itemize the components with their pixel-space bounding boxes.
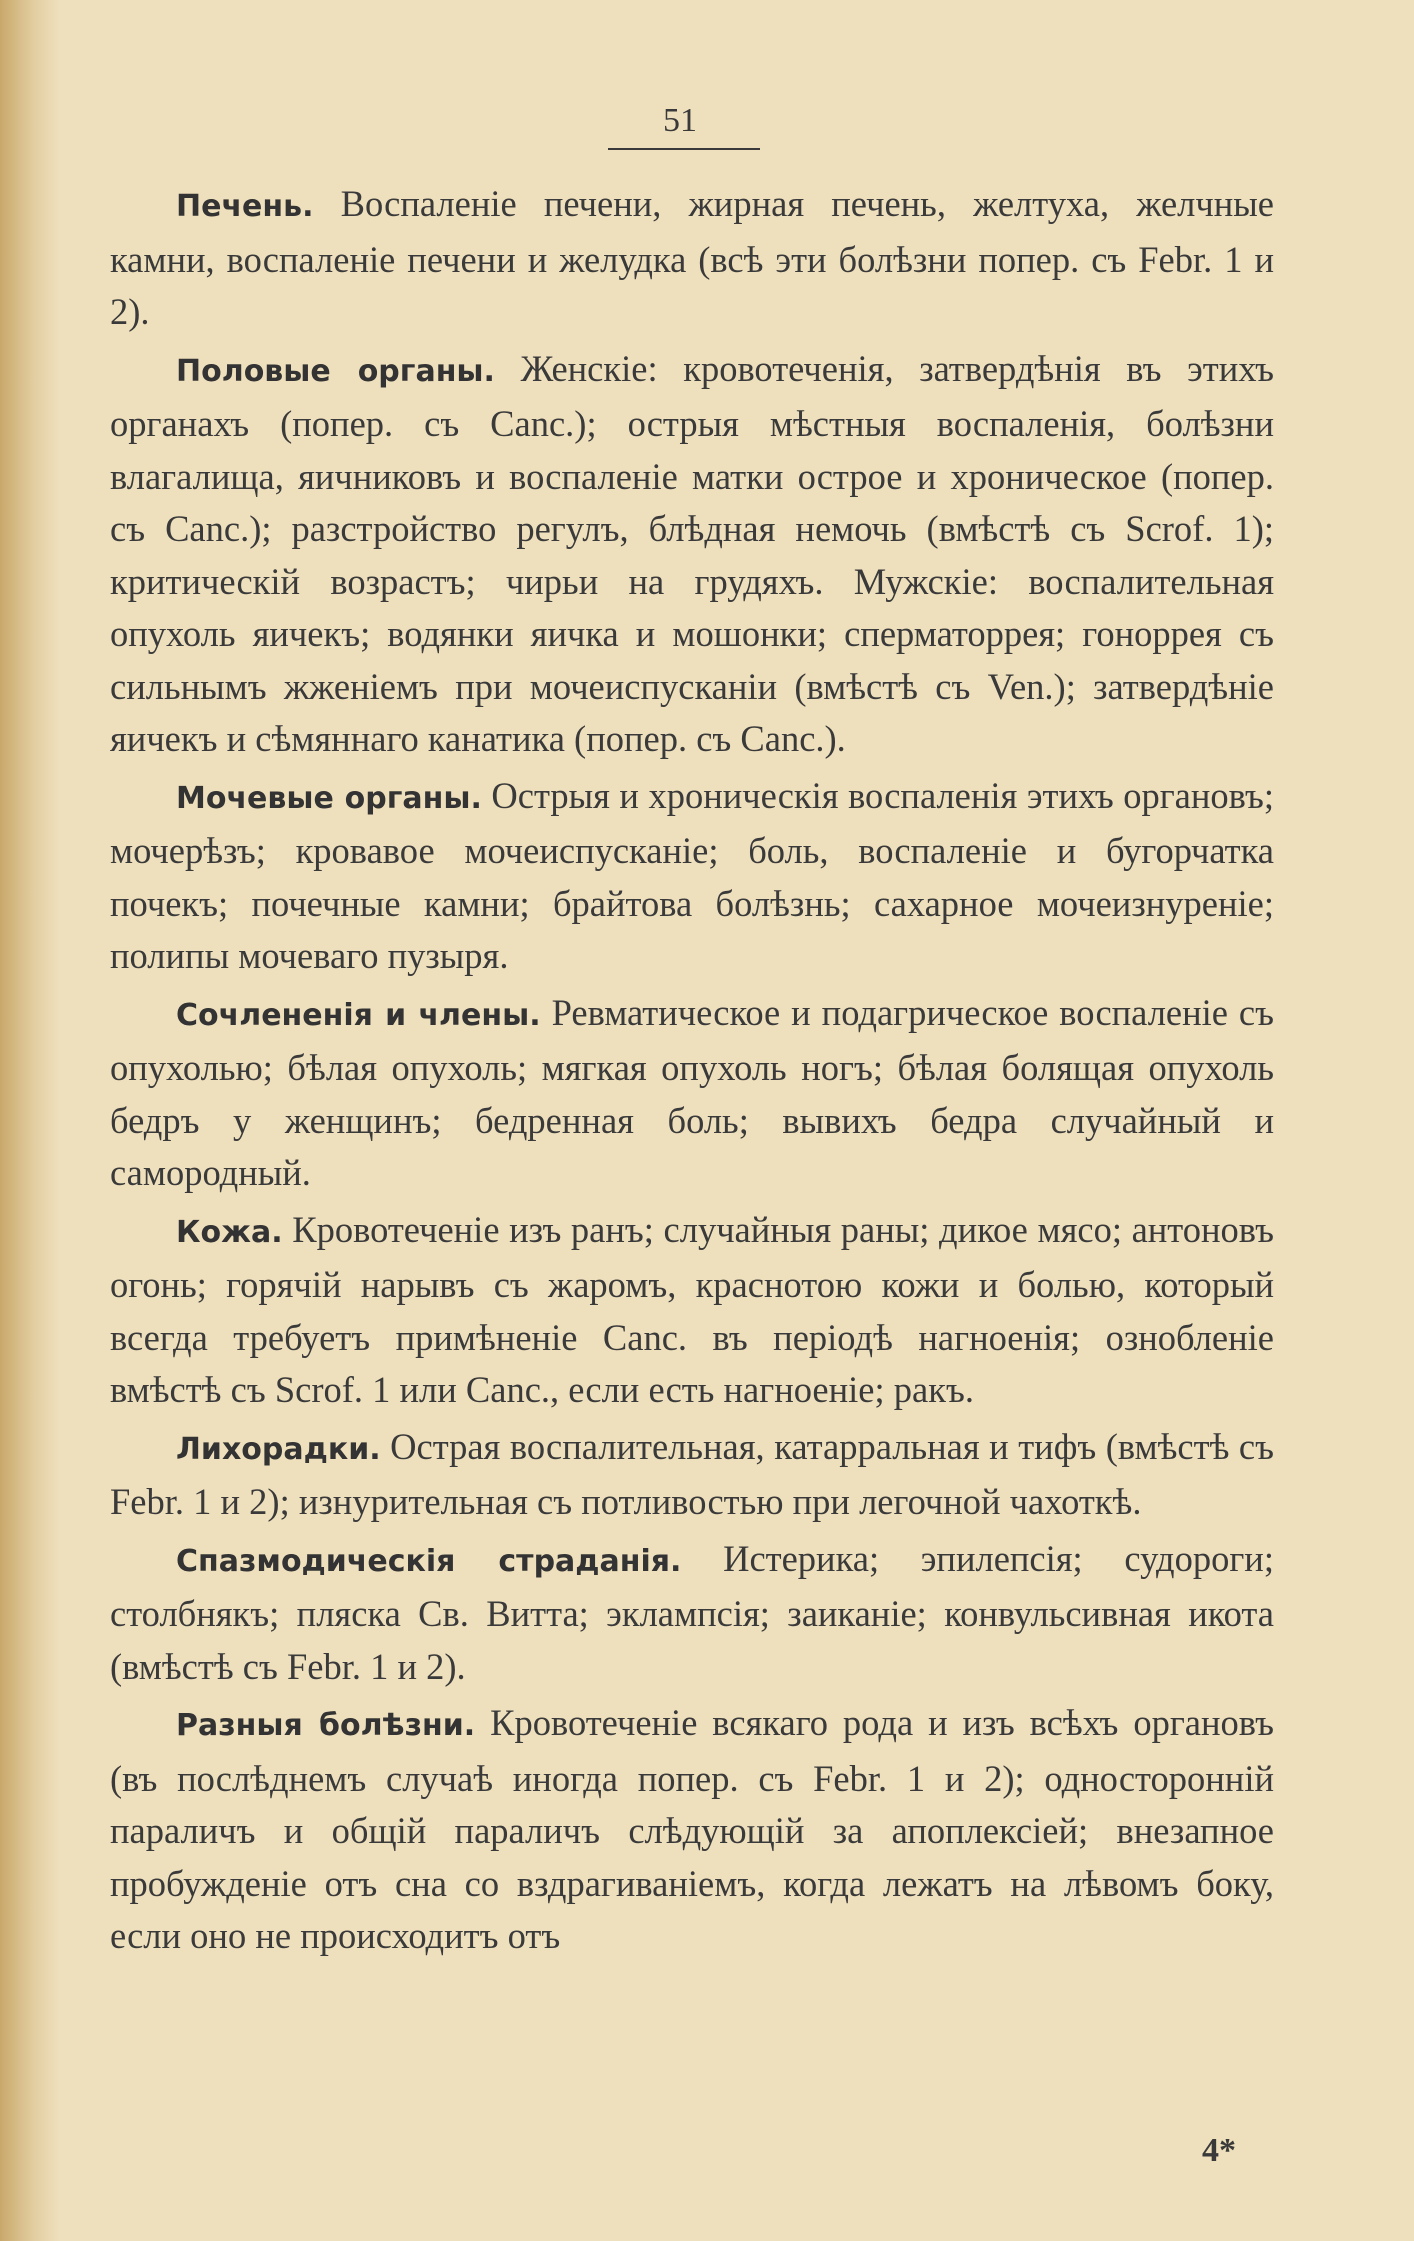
paragraph-text: Ревматическое и подагрическое воспаленіе съ опухолью; бѣлая опухоль; мягкая опухоль ногъ; бѣлая болящая опухоль бедръ у женщинъ; бедренная боль; вывихъ бедра случайный и самородный. <box>110 991 1275 1193</box>
paragraph-spasmodic <box>110 1533 1274 1694</box>
page-edge-shadow <box>0 0 60 2241</box>
section-heading: Печень. <box>176 189 314 224</box>
page-body <box>110 178 1274 1967</box>
paragraph-text: Воспаленіе печени, жирная печень, желтуха, желчные камни, воспаленіе печени и желудка (всѣ эти болѣзни попер. съ Febr. 1 и 2). <box>110 183 1274 332</box>
paragraph-text: Женскіе: кровотеченія, затвердѣнія въ этихъ органахъ (попер. съ Canc.); острыя мѣстныя воспаленія, болѣзни влагалища, яичниковъ и воспаленіе матки острое и хроническое (попер. съ Canc.); разстройство регулъ, блѣдная немочь (вмѣстѣ съ Scrof. 1); критическій возрастъ; чирьи на грудяхъ. Мужскіе: воспалительная опухоль яичекъ; водянки яичка и мошонки; сперматоррея; гоноррея съ сильнымъ жженіемъ при мочеиспусканіи (вмѣстѣ съ Ven.); затвердѣніе яичекъ и сѣмяннаго канатика (попер. съ Canc.). <box>110 347 1274 759</box>
section-heading: Сочлененія и члены. <box>176 997 541 1033</box>
paragraph-text: Кровотеченіе изъ ранъ; случайныя раны; дикое мясо; антоновъ огонь; горячій нарывъ съ жаромъ, краснотою кожи и болью, который всегда требуетъ примѣненіе Canc. въ періодѣ нагноенія; ознобленіе вмѣстѣ съ Scrof. 1 или Canc., если есть нагноеніе; ракъ. <box>110 1208 1274 1410</box>
paragraph-skin <box>110 1204 1274 1417</box>
paragraph-text: Острыя и хроническія воспаленія этихъ органовъ; мочерѣзъ; кровавое мочеиспусканіе; боль, воспаленіе и бугорчатка почекъ; почечные камни; брайтова болѣзнь; сахарное мочеизнуреніе; полипы мочеваго пузыря. <box>110 774 1274 976</box>
header-rule <box>608 148 760 150</box>
section-heading: Мочевые органы. <box>176 780 482 816</box>
section-heading: Половые органы. <box>176 353 495 389</box>
paragraph-urinary-organs <box>110 770 1274 983</box>
paragraph-various-diseases <box>110 1697 1274 1963</box>
paragraph-text: Острая воспалительная, катарральная и тифъ (вмѣстѣ съ Febr. 1 и 2); изнурительная съ потливостью при легочной чахоткѣ. <box>110 1425 1274 1522</box>
paragraph-genital-organs <box>110 343 1274 766</box>
section-heading: Спазмодическія страданія. <box>176 1543 682 1579</box>
section-heading: Разныя болѣзни. <box>176 1708 476 1743</box>
paragraph-text: Кровотеченіе всякаго рода и изъ всѣхъ органовъ (въ послѣднемъ случаѣ иногда попер. съ Febr. 1 и 2); односторонній параличъ и общій параличъ слѣдующій за апоплексіей; внезапное пробужденіе отъ сна со вздрагиваніемъ, когда лежатъ на лѣвомъ боку, если оно не происходитъ отъ <box>110 1702 1274 1956</box>
signature-mark: 4* <box>1202 2132 1236 2169</box>
paragraph-text: Истерика; эпилепсія; судороги; столбнякъ; пляска Св. Витта; эклампсія; заиканіе; конвульсивная икота (вмѣстѣ съ Febr. 1 и 2). <box>110 1537 1274 1687</box>
paragraph-fevers <box>110 1421 1274 1529</box>
page-number: 51 <box>663 102 697 139</box>
section-heading: Лихорадки. <box>176 1431 381 1467</box>
paragraph-joints-limbs <box>110 987 1274 1200</box>
paragraph-liver <box>110 178 1274 339</box>
section-heading: Кожа. <box>176 1214 283 1250</box>
